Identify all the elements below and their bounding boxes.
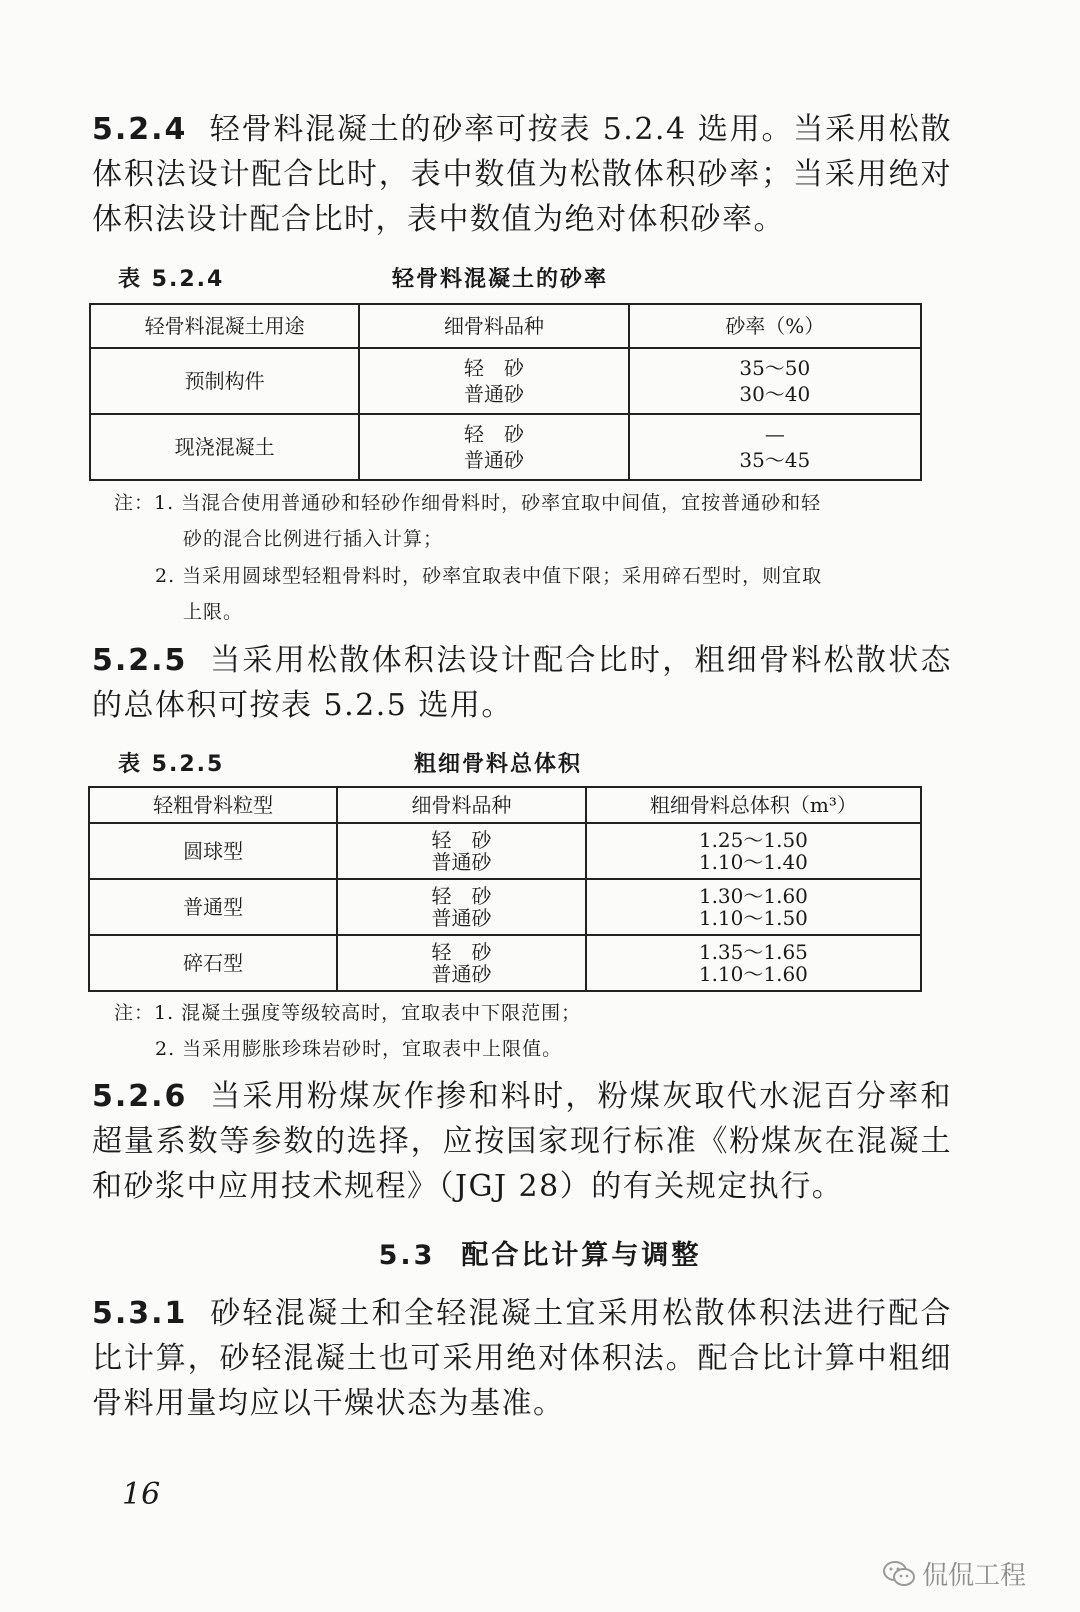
table-note: 2. 当采用圆球型轻粗骨料时，砂率宜取表中值下限；采用碎石型时，则宜取 [155,565,823,587]
wechat-icon [882,1560,916,1588]
table-row [90,348,921,414]
clause-5-2-6 [92,1074,952,1209]
sand-type: 轻 砂 [463,422,524,446]
table-note: 砂的混合比例进行插入计算； [183,528,444,550]
section-heading [0,1233,1080,1272]
clause-number: 5.2.5 [92,643,188,678]
page-number: 16 [122,1477,161,1512]
clause-text: 轻骨料混凝土的砂率可按表 5.2.4 选用。当采用松散体积法设计配合比时，表中数值为松散体积砂率；当采用绝对体积法设计配合比时，表中数值为绝对体积砂率。 [92,112,952,237]
header-cell: 细骨料品种 [359,304,628,348]
clause-5-3-1 [92,1291,952,1426]
table-row [90,414,921,480]
table-header-row [90,304,921,348]
table-note: 上限。 [183,601,244,623]
value-cell [586,879,921,935]
sand-cell [337,935,585,991]
clause-text: 砂轻混凝土和全轻混凝土宜采用松散体积法进行配合比计算，砂轻混凝土也可采用绝对体积法。配合比计算中粗细骨料用量均应以干燥状态为基准。 [92,1296,952,1421]
clause-5-2-4 [92,107,952,242]
clause-text: 当采用松散体积法设计配合比时，粗细骨料松散状态的总体积可按表 5.2.5 选用。 [92,643,952,723]
value: 1.10～1.50 [698,906,808,930]
clause-number: 5.2.6 [92,1079,188,1114]
value-cell [629,414,921,480]
value-cell [629,348,921,414]
value: 35～45 [739,448,811,472]
table-note: 注：1. 当混合使用普通砂和轻砂作细骨料时，砂率宜取中间值，宜按普通砂和轻 [114,492,822,514]
value: 1.25～1.50 [698,828,808,852]
clause-5-2-5 [92,638,952,728]
sand-type: 普通砂 [431,962,492,986]
sand-cell [337,879,585,935]
table-row [89,823,921,879]
sand-cell [359,348,628,414]
sand-type: 轻 砂 [431,884,492,908]
sand-cell [359,414,628,480]
table-caption-number: 表 5.2.4 [118,267,225,292]
value: 35～50 [739,356,811,380]
header-cell: 砂率（%） [629,304,921,348]
header-cell: 轻骨料混凝土用途 [90,304,359,348]
table-aggregate-volume [88,786,922,992]
type-cell: 普通型 [89,879,337,935]
value: 1.30～1.60 [698,884,808,908]
type-cell: 碎石型 [89,935,337,991]
value: 1.10～1.40 [698,850,808,874]
table-sand-ratio [89,303,922,481]
section-title: 配合比计算与调整 [461,1240,702,1271]
value: 30～40 [739,382,811,406]
table-note: 2. 当采用膨胀珍珠岩砂时，宜取表中上限值。 [155,1038,563,1060]
clause-number: 5.2.4 [92,112,188,147]
clause-number: 5.3.1 [92,1296,188,1331]
header-cell: 轻粗骨料粒型 [89,787,337,823]
sand-type: 普通砂 [463,382,524,406]
watermark-text: 侃侃工程 [922,1561,1027,1591]
header-cell: 粗细骨料总体积（m³） [586,787,921,823]
table-caption-title: 轻骨料混凝土的砂率 [392,267,609,292]
value: — [764,422,785,446]
value-cell [586,935,921,991]
table-row [89,935,921,991]
watermark [882,1555,1026,1592]
table-note: 注：1. 混凝土强度等级较高时，宜取表中下限范围； [114,1002,582,1024]
sand-type: 普通砂 [463,448,524,472]
table-caption-number: 表 5.2.5 [118,752,225,777]
sand-type: 普通砂 [431,906,492,930]
value: 1.10～1.60 [698,962,808,986]
section-number: 5.3 [378,1240,436,1271]
header-cell: 细骨料品种 [337,787,585,823]
table-caption-title: 粗细骨料总体积 [414,752,583,777]
use-cell: 预制构件 [90,348,359,414]
value-cell [586,823,921,879]
value: 1.35～1.65 [698,940,808,964]
use-cell: 现浇混凝土 [90,414,359,480]
sand-type: 轻 砂 [463,356,524,380]
clause-text: 当采用粉煤灰作掺和料时，粉煤灰取代水泥百分率和超量系数等参数的选择，应按国家现行标准《粉煤灰在混凝土和砂浆中应用技术规程》（JGJ 28）的有关规定执行。 [92,1079,952,1204]
sand-type: 轻 砂 [431,828,492,852]
sand-cell [337,823,585,879]
table-header-row [89,787,921,823]
table-row [89,879,921,935]
sand-type: 轻 砂 [431,940,492,964]
sand-type: 普通砂 [431,850,492,874]
type-cell: 圆球型 [89,823,337,879]
